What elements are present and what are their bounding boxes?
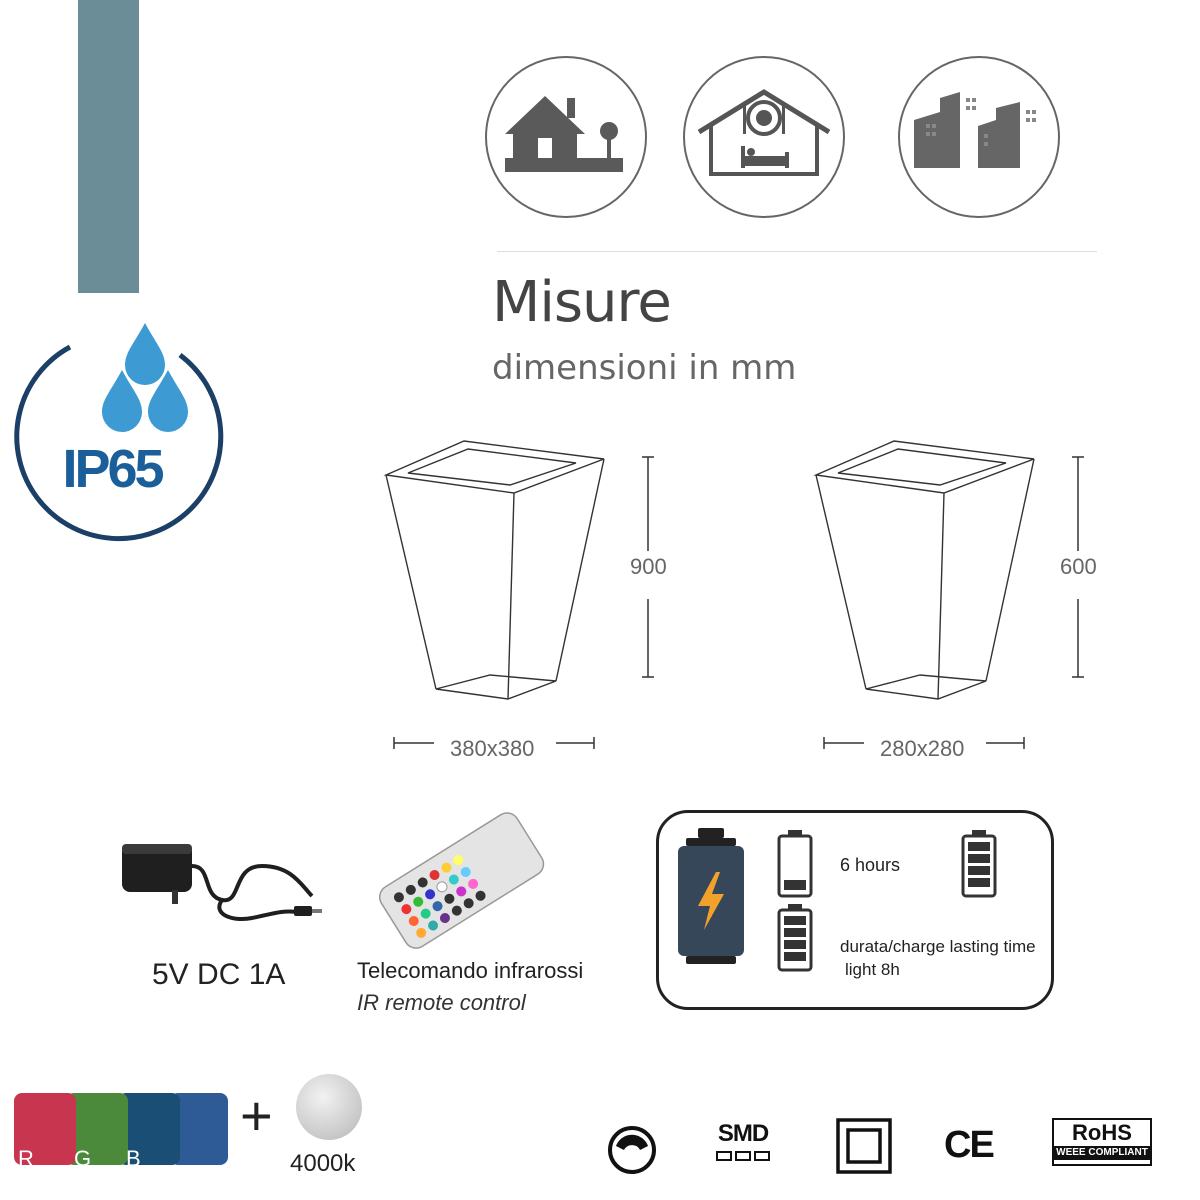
rgb-b-label: B — [126, 1146, 141, 1171]
rohs-icon — [1052, 1118, 1152, 1166]
planter-small-drawing — [810, 435, 1100, 765]
planter-large-drawing — [380, 435, 670, 765]
smd-label: SMD — [717, 1120, 769, 1147]
water-drop-icon — [102, 323, 188, 432]
section-subtitle: dimensioni in mm — [492, 348, 797, 388]
battery-lasting-2: light 8h — [845, 960, 900, 979]
white-temp-label: 4000k — [290, 1150, 356, 1177]
height-label-large: 900 — [630, 554, 667, 579]
battery-hours: 6 hours — [840, 855, 901, 875]
rohs-label: RoHS — [1072, 1120, 1132, 1145]
dimmer-icon — [606, 1124, 658, 1176]
base-label-large: 380x380 — [450, 736, 535, 761]
decorative-bar — [78, 0, 139, 293]
height-label-small: 600 — [1060, 554, 1097, 579]
power-adapter-icon — [112, 826, 332, 936]
smd-led-icon — [708, 1120, 778, 1170]
white-light-swatch — [296, 1074, 362, 1140]
ir-remote-icon — [358, 800, 548, 960]
rgb-r-label: R — [18, 1146, 34, 1171]
battery-low-icon — [776, 828, 814, 898]
remote-label: Telecomando infrarossi — [357, 958, 584, 983]
battery-full-icon-2 — [776, 902, 814, 972]
house-garden-icon — [483, 54, 649, 220]
rechargeable-battery-icon — [676, 826, 746, 971]
remote-label-en: IR remote control — [357, 990, 526, 1015]
ip65-badge — [0, 315, 230, 555]
plus-sign: + — [240, 1084, 273, 1147]
battery-lasting-1: durata/charge lasting time — [840, 937, 1036, 956]
double-insulation-icon — [836, 1118, 892, 1174]
ip65-label: IP65 — [62, 439, 162, 499]
section-divider — [497, 251, 1097, 252]
rgb-g-label: G — [74, 1146, 92, 1171]
weee-label: WEEE COMPLIANT — [1054, 1146, 1150, 1160]
base-label-small: 280x280 — [880, 736, 965, 761]
smd-chips-icon — [713, 1149, 773, 1163]
section-title: Misure — [492, 270, 671, 335]
indoor-home-icon — [681, 54, 847, 220]
ce-mark-icon: CE — [944, 1124, 993, 1166]
adapter-label: 5V DC 1A — [152, 958, 286, 991]
city-buildings-icon — [896, 54, 1062, 220]
battery-full-icon — [960, 828, 998, 898]
